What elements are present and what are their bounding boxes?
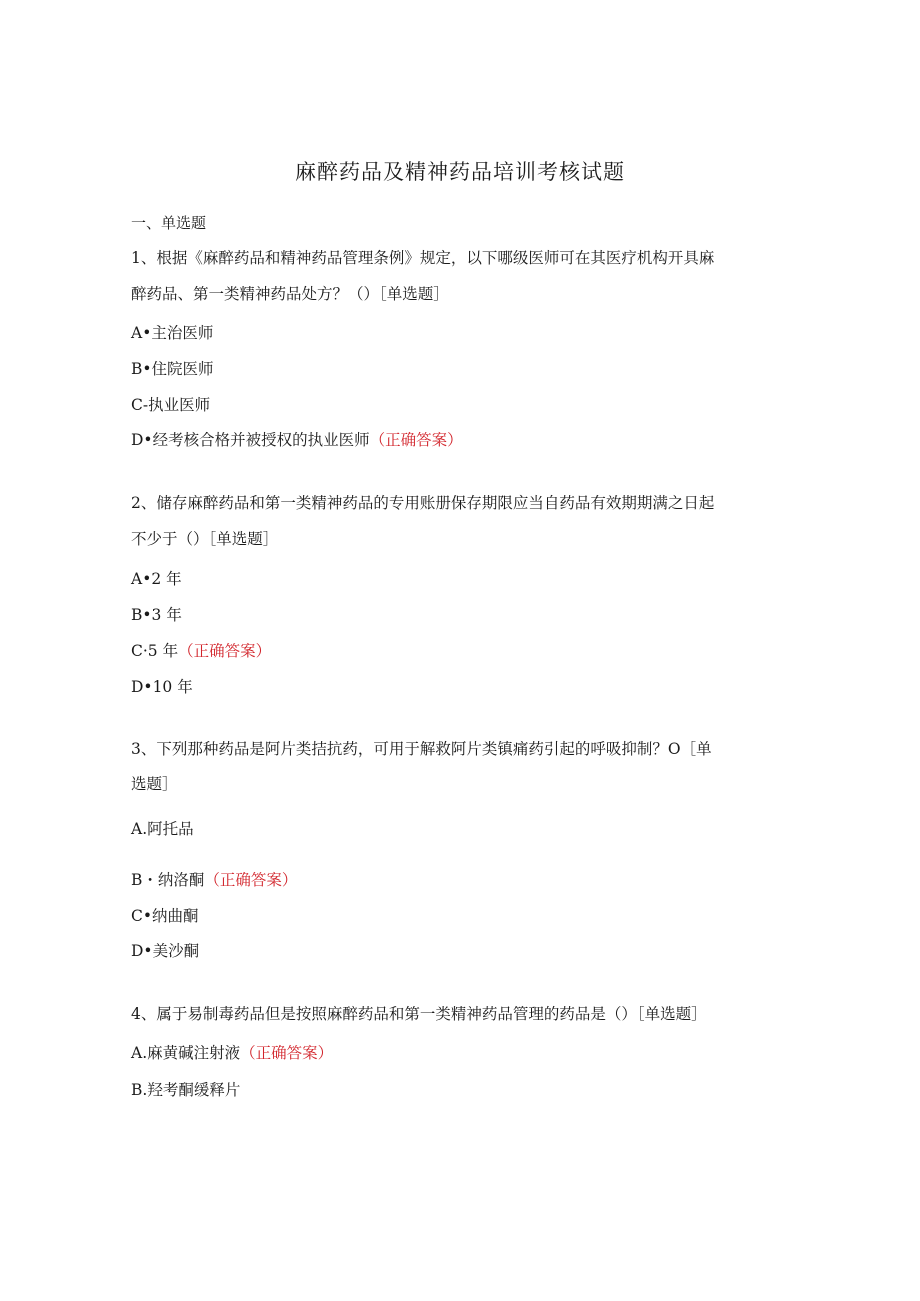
question-1-option-b: B•住院医师 xyxy=(131,360,214,378)
page-title: 麻醉药品及精神药品培训考核试题 xyxy=(295,160,625,184)
question-3-stem-line-2: 选题］ xyxy=(131,775,178,793)
question-1-stem-line-2: 醉药品、第一类精神药品处方？（）［单选题］ xyxy=(131,285,449,303)
question-4-option-b: B.羟考酮缓释片 xyxy=(131,1081,241,1099)
section-header: 一、单选题 xyxy=(131,214,207,232)
question-1-option-d xyxy=(131,430,463,450)
question-1-option-a: A•主治医师 xyxy=(131,324,214,342)
question-2-option-c xyxy=(131,641,271,661)
question-3-option-a: A.阿托品 xyxy=(131,820,194,838)
question-4-stem-line-1: 4、属于易制毒药品但是按照麻醉药品和第一类精神药品管理的药品是（）［单选题］ xyxy=(131,1005,707,1023)
correct-answer-label: （正确答案） xyxy=(178,642,272,660)
question-3-option-d: D•美沙酮 xyxy=(131,942,200,960)
correct-answer-label: （正确答案） xyxy=(240,1044,334,1062)
question-2-stem-line-1: 2、储存麻醉药品和第一类精神药品的专用账册保存期限应当自药品有效期期满之日起 xyxy=(131,494,715,512)
question-2-option-b: B•3 年 xyxy=(131,606,182,624)
question-2-stem-line-2: 不少于（）［单选题］ xyxy=(131,530,279,548)
question-4-option-a xyxy=(131,1043,333,1063)
correct-answer-label: （正确答案） xyxy=(369,431,463,449)
correct-answer-label: （正确答案） xyxy=(204,871,298,889)
question-3-option-b xyxy=(131,870,297,890)
question-3-stem-line-1: 3、下列那种药品是阿片类拮抗药，可用于解救阿片类镇痛药引起的呼吸抑制？O［单 xyxy=(131,740,712,758)
option-text: C·5 年 xyxy=(131,642,179,660)
question-2-option-a: A•2 年 xyxy=(131,570,182,588)
option-text: B・纳洛酮 xyxy=(131,871,205,889)
question-1-stem-line-1: 1、根据《麻醉药品和精神药品管理条例》规定，以下哪级医师可在其医疗机构开具麻 xyxy=(131,249,715,267)
question-2-option-d: D•10 年 xyxy=(131,678,193,696)
question-3-option-c: C•纳曲酮 xyxy=(131,907,199,925)
option-text: A.麻黄碱注射液 xyxy=(131,1044,241,1062)
question-1-option-c: C-执业医师 xyxy=(131,396,211,414)
option-text: D•经考核合格并被授权的执业医师 xyxy=(131,431,370,449)
